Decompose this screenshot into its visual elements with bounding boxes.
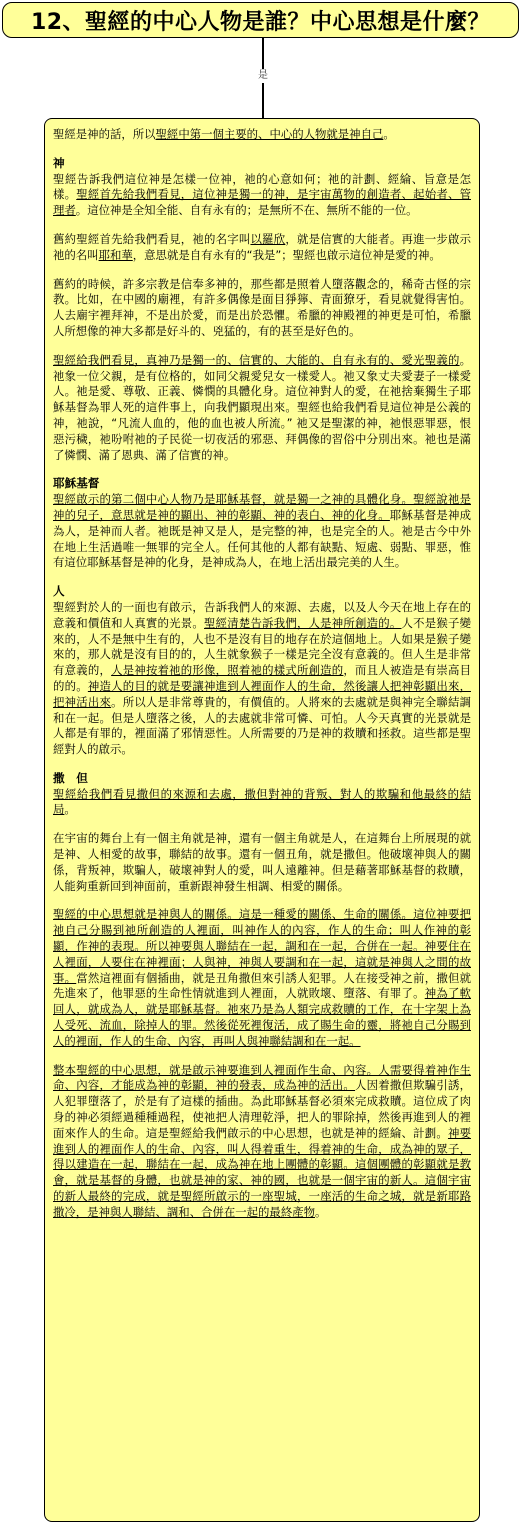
satan-paragraph-2: 在宇宙的舞台上有一個主角就是神，還有一個主角就是人，在這舞台上所展現的就是神、人相愛的故事，聯結的故事。還有一個丑角，就是撒但。他破壞神與人的關係，背叛神，欺騙人，破壞神對人的愛，叫人遠離神。但是藉著耶穌基督的救贖，人能夠重新回到神面前，重新跟神發生相調、相愛的關係。 <box>53 831 471 893</box>
section-heading-satan: 撒 但 <box>53 770 88 785</box>
connector-label: 是 <box>252 69 274 83</box>
key-statement: 神為了軟回人，就成為人，就是耶穌基督。祂來乃是為人類完成救贖的工作，在十字架上為人受死、流血，除掉人的罪。然後從死裡復活，成了賜生命的靈，將祂自己分賜到人的裡面，作人的生命、內容，再叫人與神聯結調和在一起。 <box>53 986 471 1048</box>
god-paragraph-1: 聖經告訴我們這位神是怎樣一位神，祂的心意如何；祂的計劃、經綸、旨意是怎樣。聖經首先給我們看見，這位神是獨一的神，是宇宙萬物的創造者、起始者、管理者。這位神是全知全能、自有永有的；是無所不在、無所不能的一位。 <box>53 171 471 218</box>
topic-title-text: 12、聖經的中心人物是誰？中心思想是什麼？ <box>30 9 491 35</box>
key-term: 以羅欣 <box>250 231 286 246</box>
key-statement: 人是神按着祂的形像，照着祂的樣式所創造的 <box>111 663 344 678</box>
answer-content-node[interactable] <box>44 118 480 1522</box>
man-paragraph: 聖經對於人的一面也有啟示，告訴我們人的來源、去處，以及人今天在地上存在的意義和價值和人真實的光景。聖經清楚告訴我們，人是神所創造的。人不是猴子變來的，人不是無中生有的，人也不是沒有目的地存在於這個地上。人如果是猴子變來的，那人就是沒有目的的，人生就象猴子一樣是完全沒有意義的。但人生是非常有意義的，人是神按着祂的形像，照着祂的樣式所創造的，而且人被造是有崇高目的的。神造人的目的就是要讓神進到人裡面作人的生命，然後讓人把神彰顯出來，把神活出來。所以人是非常尊貴的，有價值的。人將來的去處就是與神完全聯結調和在一起。但是人墮落之後，人的去處就非常可憐、可怕。人今天真實的光景就是人都是有罪的，裡面滿了邪情惡性。人所需要的乃是神的救贖和拯救。這些都是聖經對人的啟示。 <box>53 599 471 757</box>
god-paragraph-2: 舊約聖經首先給我們看見，祂的名字叫以羅欣，就是信實的大能者。再進一步啟示祂的名叫耶和華，意思就是自有永有的“我是”；聖經也啟示這位神是愛的神。 <box>53 231 471 262</box>
summary-paragraph: 整本聖經的中心思想，就是啟示神要進到人裡面作生命、內容。人需要得着神作生命、內容，才能成為神的彰顯，神的發表，成為神的活出。人因着撒但欺騙引誘，人犯罪墮落了，於是有了這樣的插曲。為此耶穌基督必須來完成救贖。這位成了肉身的神必須經過種種過程，使祂把人清理乾淨，把人的罪除掉，然後再進到人的裡面來作人的生命。這是聖經給我們啟示的中心思想，也就是神的經綸、計劃。神要進到人的裡面作人的生命、內容，叫人得着重生，得着神的生命，成為神的眾子，得以建造在一起，聯結在一起，成為神在地上團體的彰顯。這個團體的彰顯就是教會，就是基督的身體，也就是神的家、神的國，也就是一個宇宙的新人。這個宇宙的新人最終的完成，就是聖經所啟示的一座聖城，一座活的生命之城，就是新耶路撒冷，是神與人聯結、調和、合併在一起的最終產物。 <box>53 1062 471 1219</box>
god-paragraph-4: 聖經給我們看見，真神乃是獨一的、信實的、大能的、自有永有的、愛光聖義的。祂象一位父親，是有位格的，如同父親愛兒女一樣愛人。祂又象丈夫愛妻子一樣愛人。祂是愛、尊敬、正義、憐憫的具體化身。這位神對人的愛，在祂捨棄獨生子耶穌基督為罪人死的這件事上，向我們顯現出來。聖經也給我們看見這位神是公義的神，祂說，“凡流人血的，他的血也被人所流。” 祂又是聖潔的神，祂恨惡罪惡，恨惡污穢，祂吩咐祂的子民從一切夜活的邪惡、拜偶像的習俗中分別出來。祂也是滿了憐憫、滿了恩典、滿了信實的神。 <box>53 352 471 462</box>
key-statement: 神要進到人的裡面作人的生命、內容，叫人得着重生，得着神的生命，成為神的眾子，得以建造在一起，聯結在一起，成為神在地上團體的彰顯。這個團體的彰顯就是教會，就是基督的身體，也就是神的家、神的國，也就是一個宇宙的新人。這個宇宙的新人最終的完成，就是聖經所啟示的一座聖城，一座活的生命之城，就是新耶路撒冷，是神與人聯結、調和、合併在一起的最終產物 <box>53 1125 471 1219</box>
topic-title-node[interactable] <box>2 2 519 38</box>
key-statement: 整本聖經的中心思想，就是啟示神要進到人裡面作生命、內容。人需要得着神作生命、內容，才能成為神的彰顯，神的發表，成為神的活出。 <box>53 1062 471 1093</box>
key-statement: 神造人的目的就是要讓神進到人裡面作人的生命，然後讓人把神彰顯出來，把神活出來 <box>53 678 471 709</box>
key-statement: 聖經首先給我們看見，這位神是獨一的神，是宇宙萬物的創造者、起始者、管理者 <box>53 187 471 218</box>
god-paragraph-3: 舊約的時候，許多宗教是信奉多神的，那些都是照着人墮落觀念的，稀奇古怪的宗教。比如，在中國的廟裡，有許多偶像是面目猙獰、青面獠牙，看見就覺得害怕。人去廟宇裡拜神，不是出於愛，而是出於恐懼。希臘的神殿裡的神更是可怕，希臘人所想像的神大多都是好斗的、兇猛的，有的甚至是好色的。 <box>53 276 471 338</box>
key-statement: 聖經給我們看見撒但的來源和去處，撒但對神的背叛、對人的欺騙和他最終的結局 <box>53 786 471 817</box>
section-heading-god: 神 <box>53 155 65 170</box>
central-thought-paragraph: 聖經的中心思想就是神與人的關係。這是一種愛的關係、生命的關係。這位神要把祂自己分賜到祂所創造的人裡面，叫神作人的內容，作人的生命；叫人作神的彰顯，作神的表現。所以神要與人聯結在一起，調和在一起，合併在一起。神要住在人裡面，人要住在神裡面；人與神，神與人要調和在一起，這就是神與人之間的故事。當然這裡面有個插曲，就是丑角撒但來引誘人犯罪。人在接受神之前，撒但就先進來了，他罪惡的生命性情就進到人裡面，人就敗壞、墮落、有罪了。神為了軟回人，就成為人，就是耶穌基督。祂來乃是為人類完成救贖的工作，在十字架上為人受死、流血，除掉人的罪。然後從死裡復活，成了賜生命的靈，將祂自己分賜到人的裡面，作人的生命、內容，再叫人與神聯結調和在一起。 <box>53 907 471 1048</box>
section-heading-man: 人 <box>53 584 65 599</box>
key-statement: 聖經清楚告訴我們，人是神所創造的。 <box>204 615 402 630</box>
key-statement: 聖經的中心思想就是神與人的關係。這是一種愛的關係、生命的關係。這位神要把祂自己分賜到祂所創造的人裡面，叫神作人的內容，作人的生命；叫人作神的彰顯，作神的表現。所以神要與人聯結在一起，調和在一起，合併在一起。神要住在人裡面，人要住在神裡面；人與神，神與人要調和在一起，這就是神與人之間的故事。 <box>53 907 471 985</box>
satan-paragraph-1: 聖經給我們看見撒但的來源和去處，撒但對神的背叛、對人的欺騙和他最終的結局。 <box>53 786 471 817</box>
intro-paragraph: 聖經是神的話，所以聖經中第一個主要的、中心的人物就是神自己。 <box>53 127 395 141</box>
key-statement: 聖經給我們看見，真神乃是獨一的、信實的、大能的、自有永有的、愛光聖義的 <box>53 352 460 367</box>
jesus-paragraph: 聖經啟示的第二個中心人物乃是耶穌基督，就是獨一之神的具體化身。聖經說祂是神的兒子，意思就是神的顯出、神的彰顯、神的表白、神的化身。耶穌基督是神成為人，是神而人者。祂既是神又是人，是完整的神，也是完全的人。祂是古今中外在地上生活過唯一無罪的完全人。任何其他的人都有缺點、短處、弱點、罪惡，惟有這位耶穌基督是神的化身，是神成為人，在地上活出最完美的人生。 <box>53 492 471 570</box>
key-statement: 聖經啟示的第二個中心人物乃是耶穌基督，就是獨一之神的具體化身。聖經說祂是神的兒子，意思就是神的顯出、神的彰顯、神的表白、神的化身。 <box>53 492 471 522</box>
key-statement: 聖經中第一個主要的、中心的人物就是神自己 <box>155 127 384 141</box>
key-term: 耶和華 <box>98 247 133 262</box>
section-heading-jesus: 耶穌基督 <box>53 476 100 491</box>
